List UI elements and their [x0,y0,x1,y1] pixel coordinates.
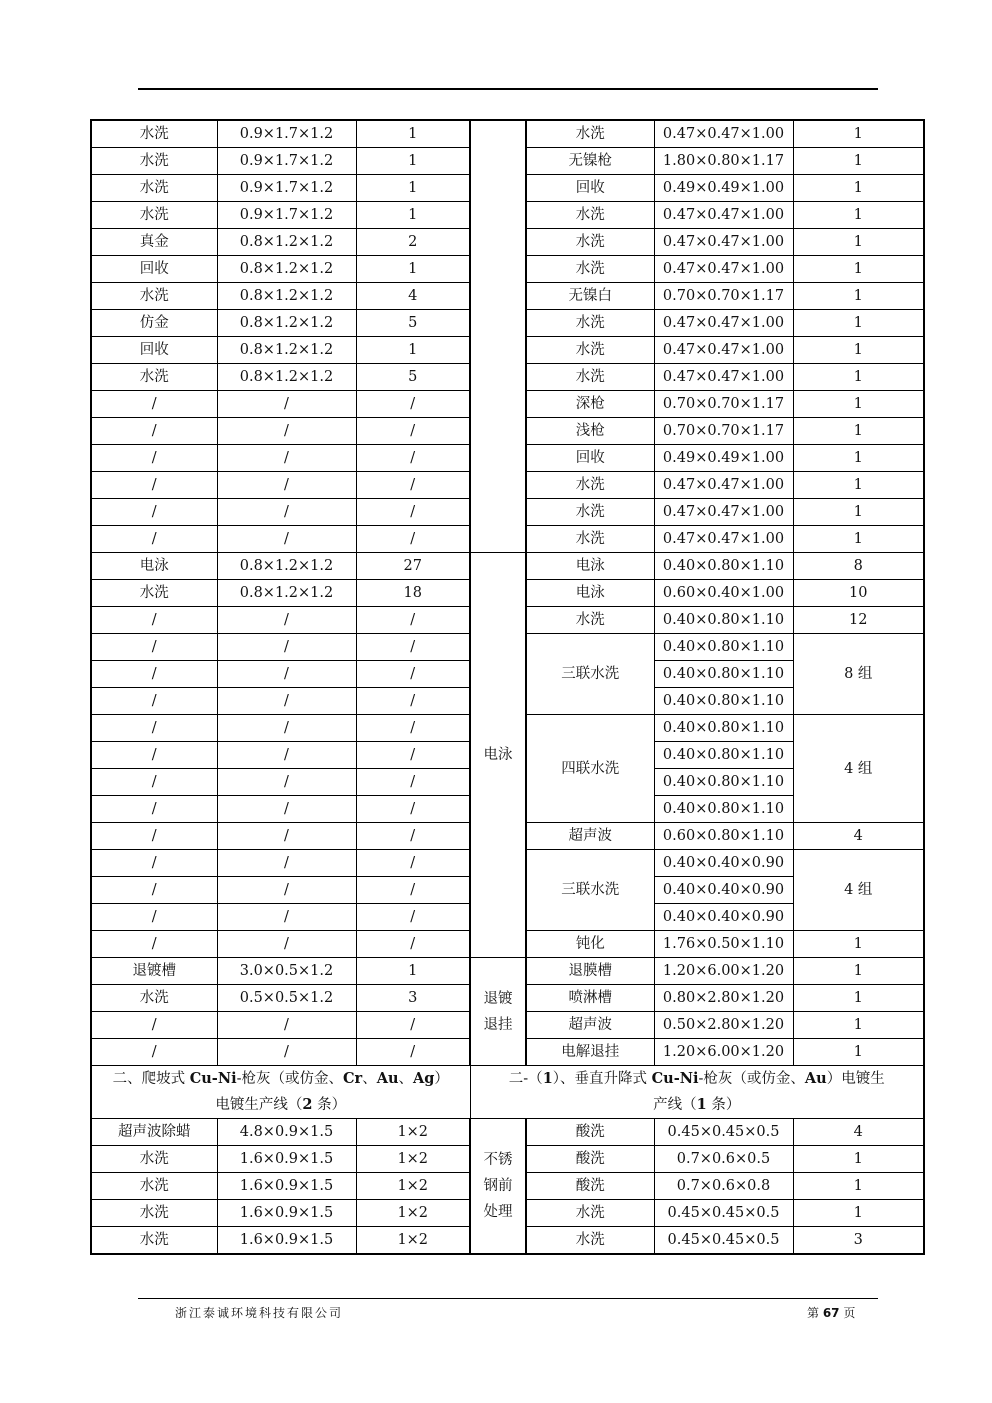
tank-count: 4 组 [793,715,924,823]
process-name: / [91,1012,217,1039]
tank-size: 0.70×0.70×1.17 [654,391,793,418]
process-name: / [91,904,217,931]
tank-count: / [356,1012,470,1039]
tank-size: 0.8×1.2×1.2 [217,310,356,337]
tank-size: 0.47×0.47×1.00 [654,310,793,337]
tank-size: 0.8×1.2×1.2 [217,553,356,580]
tank-count: 3 [793,1227,924,1255]
tank-size: 0.45×0.45×0.5 [654,1227,793,1255]
tank-count: 4 [793,823,924,850]
tank-size: 1.20×6.00×1.20 [654,1039,793,1066]
process-name: / [91,769,217,796]
tank-size: / [217,715,356,742]
tank-count: 1 [793,1200,924,1227]
tank-count: 5 [356,364,470,391]
tank-count: 1×2 [356,1227,470,1255]
process-name: 真金 [91,229,217,256]
tank-size: / [217,499,356,526]
tank-count: 1×2 [356,1200,470,1227]
process-name: / [91,472,217,499]
tank-count: 1 [793,337,924,364]
tank-size: / [217,823,356,850]
tank-size: / [217,526,356,553]
tank-size: 0.8×1.2×1.2 [217,283,356,310]
tank-count: 1 [793,1173,924,1200]
tank-size: 0.8×1.2×1.2 [217,580,356,607]
process-name: 水洗 [91,283,217,310]
footer-page-number: 第 67 页 [807,1306,856,1320]
tank-count: 1 [793,256,924,283]
process-name: 回收 [91,337,217,364]
tank-size: / [217,391,356,418]
process-name: 酸洗 [526,1173,654,1200]
tank-size: / [217,904,356,931]
table-row [91,958,924,985]
tank-count: 1 [356,256,470,283]
process-name: 水洗 [91,1173,217,1200]
tank-size: 0.47×0.47×1.00 [654,229,793,256]
section-label-blank [470,120,526,553]
process-name: 水洗 [91,1146,217,1173]
tank-count: 12 [793,607,924,634]
tank-size: 0.5×0.5×1.2 [217,985,356,1012]
line-header-right: 二-（1）、垂直升降式 Cu-Ni-枪灰（或仿金、Au）电镀生 产线（1 条） [470,1066,924,1119]
tank-size: / [217,445,356,472]
process-name: / [91,796,217,823]
section-label-line: 退镀 [483,990,513,1007]
tank-size: / [217,1012,356,1039]
process-name: 水洗 [91,202,217,229]
tank-count: / [356,823,470,850]
tank-count: 1 [793,283,924,310]
tank-size: 0.40×0.80×1.10 [654,553,793,580]
tank-size: 1.76×0.50×1.10 [654,931,793,958]
process-name: 水洗 [91,1227,217,1255]
process-name: 无镍白 [526,283,654,310]
tank-count: / [356,661,470,688]
process-name: / [91,499,217,526]
tank-size: 0.40×0.40×0.90 [654,877,793,904]
table-row [91,1119,924,1146]
tank-count: / [356,931,470,958]
table-row [91,553,924,580]
tank-size: / [217,634,356,661]
tank-size: 0.47×0.47×1.00 [654,526,793,553]
tank-count: 1 [793,391,924,418]
process-name: / [91,607,217,634]
footer-company: 浙江泰诚环境科技有限公司 [175,1306,344,1320]
process-name: 水洗 [526,229,654,256]
tank-size: 0.9×1.7×1.2 [217,120,356,148]
tank-size: 0.40×0.80×1.10 [654,742,793,769]
process-name: 水洗 [91,1200,217,1227]
tank-size: 0.47×0.47×1.00 [654,472,793,499]
tank-count: 10 [793,580,924,607]
tank-size: 0.8×1.2×1.2 [217,256,356,283]
tank-size: 0.40×0.80×1.10 [654,607,793,634]
tank-size: 3.0×0.5×1.2 [217,958,356,985]
tank-size: 4.8×0.9×1.5 [217,1119,356,1146]
process-name: 电解退挂 [526,1039,654,1066]
tank-size: 1.6×0.9×1.5 [217,1227,356,1255]
section-label-electrophoresis: 电泳 [470,553,526,958]
tank-count: 1 [356,202,470,229]
process-name: 钝化 [526,931,654,958]
process-name: / [91,715,217,742]
tank-count: 4 [793,1119,924,1146]
tank-size: / [217,769,356,796]
tank-size: 0.47×0.47×1.00 [654,499,793,526]
process-name: 水洗 [526,310,654,337]
process-name: / [91,418,217,445]
tank-count: 1 [793,1039,924,1066]
process-name: 无镍枪 [526,148,654,175]
tank-size: 0.40×0.40×0.90 [654,850,793,877]
tank-count: 1×2 [356,1119,470,1146]
tank-count: 1 [356,148,470,175]
process-name: 超声波 [526,1012,654,1039]
process-name: 喷淋槽 [526,985,654,1012]
process-name: 三联水洗 [526,850,654,931]
tank-count: / [356,742,470,769]
tank-size: 0.47×0.47×1.00 [654,337,793,364]
process-name: 酸洗 [526,1119,654,1146]
process-name: 超声波除蜡 [91,1119,217,1146]
tank-size: 0.9×1.7×1.2 [217,175,356,202]
tank-count: / [356,445,470,472]
tank-count: 1 [356,958,470,985]
tank-size: / [217,1039,356,1066]
tank-count: 1 [793,931,924,958]
tank-count: 1 [793,1146,924,1173]
process-name: 水洗 [91,175,217,202]
process-name: 回收 [526,445,654,472]
process-name: 回收 [526,175,654,202]
process-name: 水洗 [526,526,654,553]
process-name: 水洗 [91,364,217,391]
tank-size: 0.47×0.47×1.00 [654,202,793,229]
tank-size: 0.40×0.80×1.10 [654,688,793,715]
tank-count: / [356,904,470,931]
tank-count: / [356,769,470,796]
tank-size: 0.40×0.80×1.10 [654,796,793,823]
tank-count: / [356,634,470,661]
tank-count: / [356,418,470,445]
table-row [91,120,924,148]
line-header-left: 二、爬坡式 Cu-Ni-枪灰（或仿金、Cr、Au、Ag） 电镀生产线（2 条） [91,1066,470,1119]
tank-size: / [217,688,356,715]
tank-size: / [217,796,356,823]
tank-size: 0.8×1.2×1.2 [217,229,356,256]
tank-size: 0.47×0.47×1.00 [654,256,793,283]
tank-size: 0.49×0.49×1.00 [654,175,793,202]
process-name: 浅枪 [526,418,654,445]
tank-count: / [356,526,470,553]
tank-size: 0.60×0.80×1.10 [654,823,793,850]
tank-size: 0.60×0.40×1.00 [654,580,793,607]
tank-count: 1 [356,337,470,364]
table-row [91,1066,924,1119]
tank-count: / [356,391,470,418]
process-name: 四联水洗 [526,715,654,823]
process-name: 水洗 [526,364,654,391]
process-name: 超声波 [526,823,654,850]
process-name: / [91,661,217,688]
tank-count: / [356,877,470,904]
process-name: 电泳 [526,580,654,607]
tank-count: 1 [793,1012,924,1039]
tank-size: / [217,661,356,688]
tank-size: 0.70×0.70×1.17 [654,283,793,310]
footer-rule [138,1298,878,1299]
tank-count: 1 [793,985,924,1012]
tank-size: / [217,931,356,958]
process-name: / [91,742,217,769]
tank-count: 1 [793,310,924,337]
tank-size: 0.40×0.80×1.10 [654,634,793,661]
process-name: / [91,1039,217,1066]
tank-count: / [356,472,470,499]
tank-count: / [356,688,470,715]
process-name: / [91,391,217,418]
tank-count: 1 [793,445,924,472]
process-name: / [91,823,217,850]
process-name: 三联水洗 [526,634,654,715]
tank-size: / [217,877,356,904]
process-name: / [91,634,217,661]
section-label-stainless-pretreatment [470,1119,526,1255]
process-name: 水洗 [91,580,217,607]
tank-count: 8 [793,553,924,580]
tank-size: 0.47×0.47×1.00 [654,364,793,391]
process-name: 水洗 [91,120,217,148]
tank-size: 0.40×0.40×0.90 [654,904,793,931]
tank-count: 4 组 [793,850,924,931]
tank-count: 1 [356,175,470,202]
tank-size: 0.47×0.47×1.00 [654,120,793,148]
tank-count: 1 [793,526,924,553]
tank-count: 1 [793,418,924,445]
process-name: / [91,445,217,472]
tank-count: 2 [356,229,470,256]
tank-count: 27 [356,553,470,580]
tank-size: 1.20×6.00×1.20 [654,958,793,985]
tank-count: 3 [356,985,470,1012]
process-name: 深枪 [526,391,654,418]
tank-size: 0.40×0.80×1.10 [654,769,793,796]
process-name: 水洗 [526,607,654,634]
tank-count: 1 [793,202,924,229]
tank-count: 1 [793,175,924,202]
tank-count: 8 组 [793,634,924,715]
tank-size: 0.8×1.2×1.2 [217,364,356,391]
process-name: 水洗 [526,472,654,499]
tank-count: / [356,715,470,742]
process-name: 水洗 [526,202,654,229]
tank-size: / [217,472,356,499]
process-name: 水洗 [526,120,654,148]
tank-count: 1×2 [356,1146,470,1173]
process-name: 水洗 [91,148,217,175]
tank-size: 1.6×0.9×1.5 [217,1200,356,1227]
tank-size: 0.40×0.80×1.10 [654,661,793,688]
tank-size: 1.6×0.9×1.5 [217,1146,356,1173]
process-name: 仿金 [91,310,217,337]
process-name: 退膜槽 [526,958,654,985]
tank-size: 1.80×0.80×1.17 [654,148,793,175]
tank-count: 4 [356,283,470,310]
section-label-line: 不锈 [483,1152,513,1168]
tank-size: 0.7×0.6×0.8 [654,1173,793,1200]
section-label-line: 钢前 [483,1178,513,1194]
process-name: 水洗 [526,1200,654,1227]
tank-size: / [217,850,356,877]
tank-size: 0.70×0.70×1.17 [654,418,793,445]
process-name: 水洗 [91,985,217,1012]
tank-count: / [356,850,470,877]
tank-count: 1 [793,499,924,526]
tank-count: 1 [793,958,924,985]
section-label-line: 处理 [483,1204,513,1220]
header-rule [138,88,878,90]
process-name: 水洗 [526,499,654,526]
process-name: 电泳 [91,553,217,580]
tank-size: / [217,607,356,634]
tank-size: 0.9×1.7×1.2 [217,202,356,229]
tank-count: 18 [356,580,470,607]
process-name: 电泳 [526,553,654,580]
tank-size: 0.49×0.49×1.00 [654,445,793,472]
tank-count: 5 [356,310,470,337]
tank-count: 1×2 [356,1173,470,1200]
process-name: 水洗 [526,1227,654,1255]
tank-count: / [356,607,470,634]
tank-size: 0.9×1.7×1.2 [217,148,356,175]
tank-count: / [356,796,470,823]
tank-size: 0.45×0.45×0.5 [654,1119,793,1146]
tank-size: 0.8×1.2×1.2 [217,337,356,364]
tank-count: 1 [793,472,924,499]
process-name: 回收 [91,256,217,283]
tank-size: 0.80×2.80×1.20 [654,985,793,1012]
tank-size: 1.6×0.9×1.5 [217,1173,356,1200]
tank-count: 1 [793,229,924,256]
process-name: 退镀槽 [91,958,217,985]
process-name: / [91,688,217,715]
section-label-stripping [470,958,526,1066]
process-name: 酸洗 [526,1146,654,1173]
tank-size: 0.50×2.80×1.20 [654,1012,793,1039]
tank-size: 0.40×0.80×1.10 [654,715,793,742]
process-name: 水洗 [526,256,654,283]
tank-count: / [356,1039,470,1066]
tank-size: / [217,418,356,445]
process-name: / [91,850,217,877]
tank-count: 1 [356,120,470,148]
tank-size: 0.7×0.6×0.5 [654,1146,793,1173]
tank-count: 1 [793,148,924,175]
tank-size: 0.45×0.45×0.5 [654,1200,793,1227]
equipment-table [90,119,925,1255]
process-name: / [91,877,217,904]
tank-count: 1 [793,364,924,391]
process-name: / [91,526,217,553]
section-label-line: 退挂 [483,1016,513,1033]
tank-count: / [356,499,470,526]
process-name: / [91,931,217,958]
tank-count: 1 [793,120,924,148]
process-name: 水洗 [526,337,654,364]
tank-size: / [217,742,356,769]
